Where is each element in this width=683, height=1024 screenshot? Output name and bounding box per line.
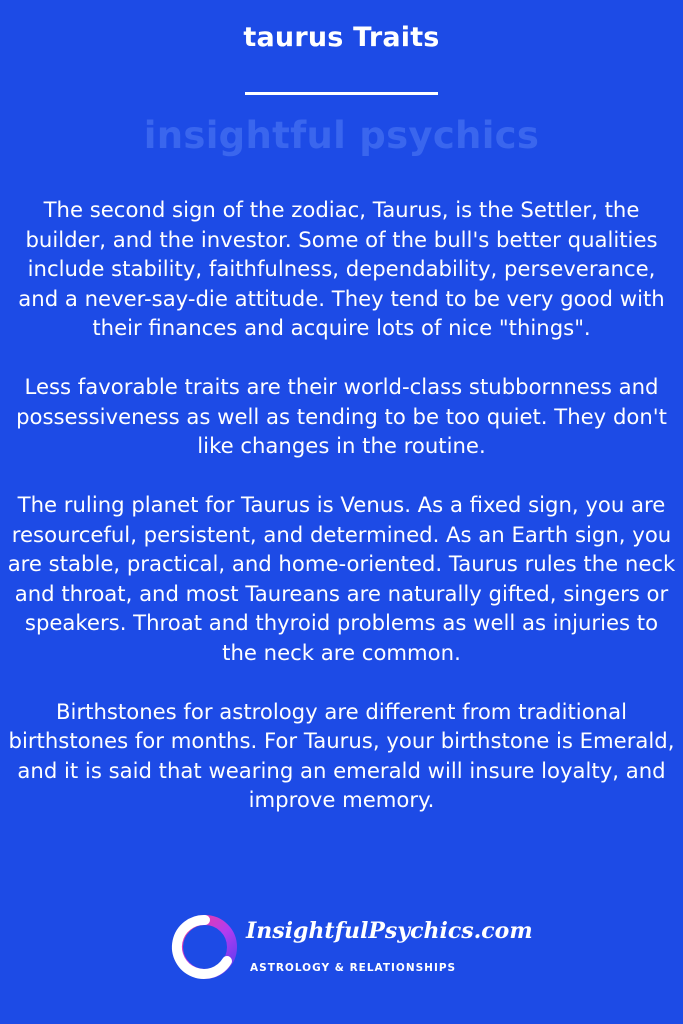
paragraph-ruling-planet: The ruling planet for Taurus is Venus. As a fixed sign, you are resourceful, persistent, and determined. As an Earth sign, you are stable, practical, and home-oriented. Taurus rules the neck and throat, and most Taureans are naturally gifted, singers or speakers. Throat and thyroid problems as well as injuries to the neck are common.: [7, 492, 676, 665]
brand-logo[interactable]: [170, 912, 533, 984]
ring-logo-icon: [170, 912, 240, 982]
watermark-text: insightful psychics: [143, 114, 540, 157]
paragraph-birthstone: Birthstones for astrology are different from traditional birthstones for months. For Taurus, your birthstone is Emerald, and it is said that wearing an emerald will insure loyalty, and improve memory.: [8, 698, 675, 812]
paragraph-unfavorable-traits: Less favorable traits are their world-class stubbornness and possessiveness as well as tending to be too quiet. They don't like changes in the routine.: [16, 374, 667, 458]
brand-tagline: ASTROLOGY & RELATIONSHIPS: [250, 962, 457, 974]
paragraph-overview: The second sign of the zodiac, Taurus, is the Settler, the builder, and the investor. Some of the bull's better qualities include stability, faithfulness, dependability, perseverance, and a never-say-die attitude. They tend to be very good with their finances and acquire lots of nice "things".: [18, 197, 665, 340]
page-title: taurus Traits: [243, 22, 440, 53]
article-body: [6, 195, 677, 844]
brand-name: InsightfulPsychics.com: [246, 918, 533, 944]
title-divider: [245, 92, 438, 95]
